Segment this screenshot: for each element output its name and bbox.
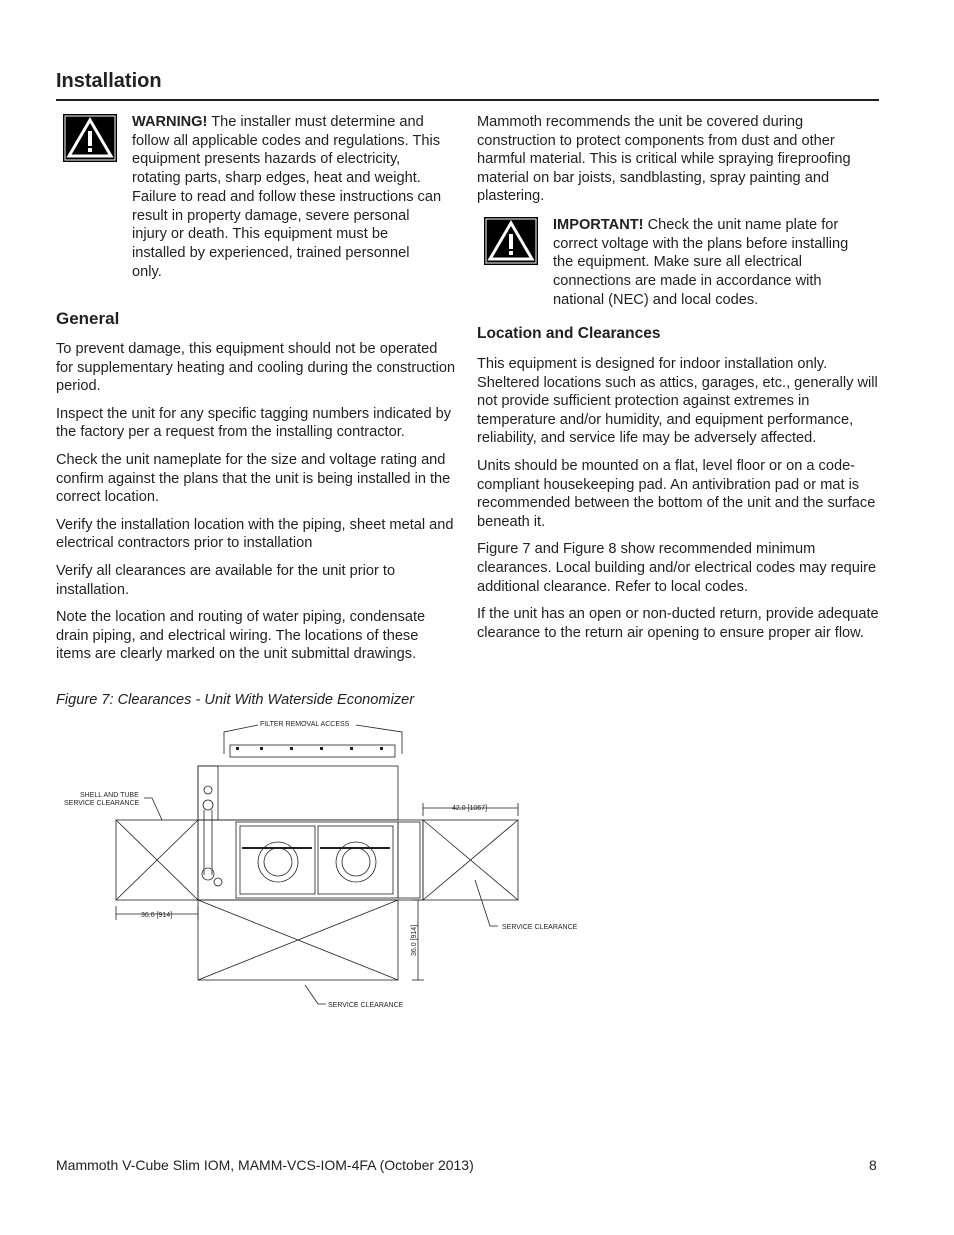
important-warning-icon (484, 217, 538, 265)
general-heading: General (56, 309, 120, 328)
title-rule (56, 99, 879, 101)
dim-42-label: 42.0 [1067] (452, 805, 488, 812)
general-paragraph: To prevent damage, this equipment should not be operated for supplementary heating and cooling during the construction period. (56, 341, 456, 395)
footer-doc: Mammoth V-Cube Slim IOM, MAMM-VCS-IOM-4FA (October 2013) (56, 1157, 474, 1173)
fan-bay-right (318, 826, 393, 894)
figure-caption: Figure 7: Clearances - Unit With Waterside Economizer (56, 692, 415, 708)
unit-body (198, 820, 423, 900)
general-paragraph: Verify the installation location with the piping, sheet metal and electrical contractors prior to installation (56, 516, 454, 552)
filter-rail (230, 745, 395, 757)
general-section (56, 309, 456, 673)
shell-label-line2: SERVICE CLEARANCE (64, 800, 140, 807)
service-bottom-label: SERVICE CLEARANCE (328, 1002, 404, 1009)
filter-leader-left (224, 725, 258, 754)
location-section (477, 325, 882, 651)
page-number: 8 (869, 1157, 877, 1173)
fan-left-hub (264, 848, 292, 876)
warning-body: The installer must determine and follow all applicable codes and regulations. This equipment presents hazards of electricity, rotating parts, sharp edges, heat and weight. Failure to read and follow these instructions can result in property damage, severe personal injury or death. This equipment must be installed by experienced, trained personnel only. (132, 114, 442, 280)
right-intro (477, 113, 882, 206)
warning-icon (63, 114, 117, 162)
location-paragraph: This equipment is designed for indoor installation only. Sheltered locations such as attics, garages, etc., generally will not provide sufficient protection against extremes in temperature and/or humidity, and equipment performance, reliability, and service life may be adversely affected. (477, 356, 878, 447)
service-right-leader (475, 880, 498, 926)
fan-right-hub (342, 848, 370, 876)
warning-label: WARNING! (132, 114, 208, 130)
important-text (553, 216, 868, 310)
shell-leader (144, 798, 162, 820)
general-paragraph: Note the location and routing of water piping, condensate drain piping, and electrical wiring. The locations of these items are clearly marked on the unit submittal drawings. (56, 609, 426, 663)
shell-label-line1: SHELL AND TUBE (80, 792, 139, 799)
clearance-diagram (56, 712, 596, 1022)
dim-36h-label: 36.0 [914] (141, 912, 173, 919)
general-paragraph: Verify all clearances are available for the unit prior to installation. (56, 562, 396, 598)
location-paragraph: If the unit has an open or non-ducted return, provide adequate clearance to the return air opening to ensure proper air flow. (477, 606, 879, 641)
location-heading: Location and Clearances (477, 325, 661, 342)
unit-upper-cabinet (198, 766, 398, 820)
warning-text (132, 113, 442, 281)
intro-paragraph: Mammoth recommends the unit be covered during construction to protect components from dust and other harmful material. This is critical while spraying fireproofing material on bar joists, sandblasting, spray painting and plastering. (477, 114, 851, 205)
service-bottom-leader (305, 985, 326, 1004)
fan-compartment (236, 822, 398, 898)
unit-side-panel (198, 766, 218, 820)
location-paragraph: Units should be mounted on a flat, level floor or on a code-compliant housekeeping pad. An antivibration pad or mat is recommended between the bottom of the unit and the surface beneath it. (477, 457, 876, 530)
general-paragraph: Inspect the unit for any specific tagging numbers indicated by the factory per a request from the installing contractor. (56, 405, 452, 441)
fan-bay-left (240, 826, 315, 894)
general-paragraph: Check the unit nameplate for the size and voltage rating and confirm against the plans that the unit is being installed in the correct location. (56, 451, 451, 506)
dim-36v-label: 36.0 [914] (411, 924, 418, 956)
filter-access-label: FILTER REMOVAL ACCESS (260, 721, 350, 728)
service-right-label: SERVICE CLEARANCE (502, 924, 578, 931)
page-title: Installation (56, 70, 162, 92)
location-paragraph: Figure 7 and Figure 8 show recommended minimum clearances. Local building and/or electrical codes may require additional clearance. Refer to local codes. (477, 541, 877, 595)
important-body: Check the unit name plate for correct voltage with the plans before installing the equipment. Make sure all electrical connections are made in accordance with national (NEC) and local codes. (553, 217, 849, 308)
important-label: IMPORTANT! (553, 217, 644, 233)
